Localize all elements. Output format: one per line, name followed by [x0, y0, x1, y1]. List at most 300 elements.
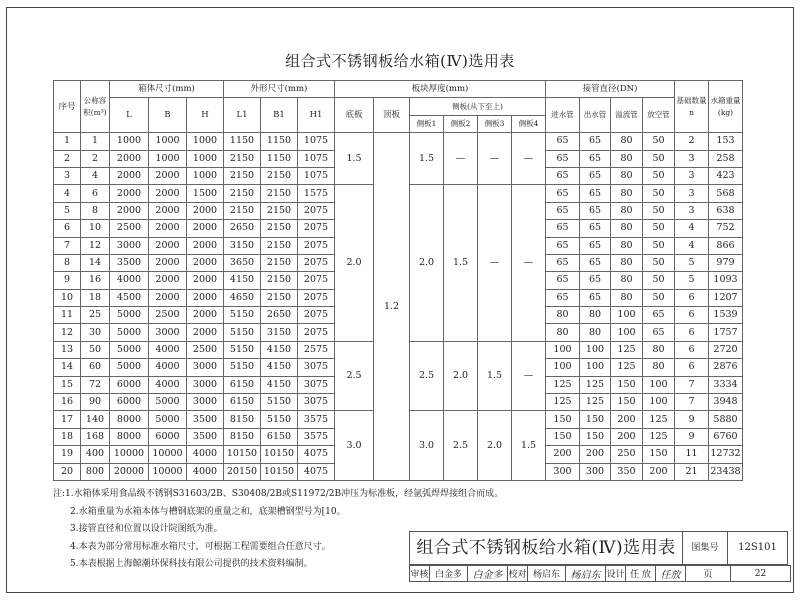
cell-overflow: 100 [611, 307, 643, 324]
cell-foundation: 3 [675, 167, 709, 184]
cell-foundation: 7 [675, 394, 709, 411]
cell-volume: 12 [81, 237, 110, 254]
cell-foundation: 6 [675, 289, 709, 306]
cell-inlet: 65 [546, 272, 580, 289]
cell-weight: 423 [709, 167, 743, 184]
cell-L1: 8150 [224, 411, 261, 428]
cell-seq: 18 [54, 428, 81, 445]
cell-overflow: 80 [611, 202, 643, 219]
cell-outlet: 65 [580, 220, 611, 237]
cell-L1: 2150 [224, 167, 261, 184]
cell-B1: 5150 [261, 411, 298, 428]
cell-B: 4000 [149, 376, 187, 393]
cell-volume: 8 [81, 202, 110, 219]
cell-volume: 50 [81, 341, 110, 358]
cell-weight: 23438 [709, 463, 743, 480]
cell-B: 6000 [149, 428, 187, 445]
cell-L: 2000 [110, 167, 149, 184]
cell-L1: 6150 [224, 394, 261, 411]
cell-drain: 125 [643, 411, 675, 428]
cell-volume: 90 [81, 394, 110, 411]
cell-seq: 1 [54, 133, 81, 150]
cell-foundation: 2 [675, 133, 709, 150]
cell-drain: 50 [643, 133, 675, 150]
cell-bottom-thickness: 2.5 [335, 341, 374, 411]
cell-side1: 2.5 [410, 341, 444, 411]
cell-H: 2000 [187, 202, 224, 219]
cell-seq: 13 [54, 341, 81, 358]
cell-seq: 15 [54, 376, 81, 393]
cell-outlet: 100 [580, 341, 611, 358]
cell-B: 2500 [149, 307, 187, 324]
cell-inlet: 125 [546, 376, 580, 393]
cell-L1: 5150 [224, 341, 261, 358]
header-B: B [149, 98, 187, 133]
cell-volume: 60 [81, 359, 110, 376]
cell-side4: — [512, 133, 546, 185]
cell-foundation: 7 [675, 376, 709, 393]
cell-inlet: 65 [546, 237, 580, 254]
cell-L1: 2150 [224, 150, 261, 167]
cell-seq: 20 [54, 463, 81, 480]
cell-drain: 150 [643, 446, 675, 463]
cell-inlet: 100 [546, 359, 580, 376]
cell-overflow: 80 [611, 220, 643, 237]
cell-L1: 1150 [224, 133, 261, 150]
header-L1: L1 [224, 98, 261, 133]
cell-drain: 200 [643, 463, 675, 480]
cell-volume: 10 [81, 220, 110, 237]
selection-table [53, 80, 743, 481]
cell-B: 5000 [149, 394, 187, 411]
cell-foundation: 6 [675, 359, 709, 376]
cell-side1: 2.0 [410, 185, 444, 342]
cell-outlet: 125 [580, 376, 611, 393]
cell-B: 2000 [149, 237, 187, 254]
cell-outlet: 80 [580, 324, 611, 341]
cell-B1: 2150 [261, 185, 298, 202]
header-foundation: 基础数量n [675, 81, 709, 133]
cell-inlet: 65 [546, 202, 580, 219]
cell-outlet: 65 [580, 202, 611, 219]
cell-B: 2000 [149, 220, 187, 237]
cell-H1: 2575 [298, 341, 335, 358]
cell-L: 10000 [110, 446, 149, 463]
cell-H: 2000 [187, 237, 224, 254]
cell-inlet: 300 [546, 463, 580, 480]
cell-foundation: 9 [675, 411, 709, 428]
cell-outlet: 200 [580, 446, 611, 463]
cell-B1: 4150 [261, 376, 298, 393]
cell-H: 1000 [187, 167, 224, 184]
cell-foundation: 4 [675, 220, 709, 237]
cell-foundation: 4 [675, 237, 709, 254]
cell-B: 2000 [149, 254, 187, 271]
cell-H: 4000 [187, 463, 224, 480]
cell-B: 2000 [149, 289, 187, 306]
cell-H: 3000 [187, 376, 224, 393]
cell-side3: 1.5 [478, 341, 512, 411]
cell-overflow: 80 [611, 133, 643, 150]
cell-L1: 5150 [224, 359, 261, 376]
cell-weight: 638 [709, 202, 743, 219]
cell-volume: 4 [81, 167, 110, 184]
cell-volume: 16 [81, 272, 110, 289]
cell-drain: 50 [643, 150, 675, 167]
cell-L: 8000 [110, 411, 149, 428]
cell-H1: 1075 [298, 167, 335, 184]
cell-H1: 4075 [298, 463, 335, 480]
header-side3: 侧板3 [478, 115, 512, 132]
cell-L1: 2650 [224, 220, 261, 237]
cell-inlet: 200 [546, 446, 580, 463]
cell-H: 1000 [187, 133, 224, 150]
cell-volume: 14 [81, 254, 110, 271]
review-name: 白金多 [430, 566, 468, 582]
cell-overflow: 125 [611, 359, 643, 376]
cell-weight: 1539 [709, 307, 743, 324]
cell-outlet: 65 [580, 185, 611, 202]
cell-inlet: 65 [546, 220, 580, 237]
cell-foundation: 21 [675, 463, 709, 480]
cell-volume: 25 [81, 307, 110, 324]
cell-L: 8000 [110, 428, 149, 445]
cell-weight: 153 [709, 133, 743, 150]
cell-inlet: 125 [546, 394, 580, 411]
cell-drain: 65 [643, 324, 675, 341]
cell-weight: 1757 [709, 324, 743, 341]
cell-bottom-thickness: 1.5 [335, 133, 374, 185]
cell-drain: 50 [643, 254, 675, 271]
cell-B1: 10150 [261, 463, 298, 480]
page-number: 22 [731, 566, 791, 582]
cell-weight: 1207 [709, 289, 743, 306]
table-body [54, 133, 743, 481]
cell-outlet: 65 [580, 167, 611, 184]
cell-L: 5000 [110, 341, 149, 358]
cell-volume: 168 [81, 428, 110, 445]
cell-overflow: 200 [611, 428, 643, 445]
cell-L1: 5150 [224, 324, 261, 341]
header-top: 顶板 [374, 98, 410, 133]
cell-side4: — [512, 185, 546, 342]
cell-overflow: 80 [611, 237, 643, 254]
cell-H: 2000 [187, 307, 224, 324]
cell-weight: 1093 [709, 272, 743, 289]
cell-inlet: 65 [546, 167, 580, 184]
cell-overflow: 100 [611, 324, 643, 341]
header-side4: 侧板4 [512, 115, 546, 132]
cell-B1: 4150 [261, 359, 298, 376]
cell-L1: 4650 [224, 289, 261, 306]
cell-inlet: 150 [546, 411, 580, 428]
cell-outlet: 65 [580, 133, 611, 150]
cell-volume: 2 [81, 150, 110, 167]
cell-L: 2000 [110, 202, 149, 219]
cell-bottom-thickness: 3.0 [335, 411, 374, 481]
cell-seq: 9 [54, 272, 81, 289]
cell-H: 2000 [187, 324, 224, 341]
cell-outlet: 100 [580, 359, 611, 376]
cell-B1: 2650 [261, 307, 298, 324]
header-thickness: 板块厚度(mm) [335, 81, 546, 98]
cell-H1: 2075 [298, 307, 335, 324]
cell-H1: 3575 [298, 428, 335, 445]
cell-foundation: 3 [675, 202, 709, 219]
cell-L: 5000 [110, 307, 149, 324]
cell-volume: 30 [81, 324, 110, 341]
cell-L: 6000 [110, 376, 149, 393]
cell-volume: 6 [81, 185, 110, 202]
cell-inlet: 65 [546, 150, 580, 167]
cell-outlet: 150 [580, 411, 611, 428]
header-drain: 放空管 [643, 98, 675, 133]
cell-B1: 2150 [261, 167, 298, 184]
cell-volume: 800 [81, 463, 110, 480]
cell-side1: 1.5 [410, 133, 444, 185]
cell-B: 2000 [149, 185, 187, 202]
cell-side3: — [478, 133, 512, 185]
cell-seq: 11 [54, 307, 81, 324]
cell-seq: 16 [54, 394, 81, 411]
note-item: 2.水箱重量为水箱本体与槽钢底架的重量之和，底架槽钢型号为[10。 [70, 506, 346, 517]
cell-B1: 2150 [261, 254, 298, 271]
design-signature: 任放 [656, 566, 686, 582]
cell-L1: 4150 [224, 272, 261, 289]
cell-weight: 979 [709, 254, 743, 271]
cell-foundation: 3 [675, 185, 709, 202]
cell-outlet: 150 [580, 428, 611, 445]
cell-H1: 3075 [298, 376, 335, 393]
cell-B: 1000 [149, 133, 187, 150]
cell-L1: 3650 [224, 254, 261, 271]
cell-H1: 2075 [298, 289, 335, 306]
cell-seq: 2 [54, 150, 81, 167]
cell-side2: 1.5 [444, 185, 478, 342]
cell-foundation: 6 [675, 324, 709, 341]
cell-B: 10000 [149, 446, 187, 463]
cell-weight: 2720 [709, 341, 743, 358]
cell-seq: 6 [54, 220, 81, 237]
cell-B1: 1150 [261, 133, 298, 150]
cell-B1: 10150 [261, 446, 298, 463]
cell-H1: 3075 [298, 394, 335, 411]
cell-inlet: 65 [546, 185, 580, 202]
cell-foundation: 5 [675, 272, 709, 289]
design-name: 任 放 [626, 566, 656, 582]
cell-side3: — [478, 185, 512, 342]
cell-inlet: 65 [546, 133, 580, 150]
cell-seq: 7 [54, 237, 81, 254]
cell-drain: 125 [643, 428, 675, 445]
cell-foundation: 9 [675, 428, 709, 445]
cell-side2: — [444, 133, 478, 185]
cell-inlet: 80 [546, 307, 580, 324]
cell-L: 2000 [110, 185, 149, 202]
cell-seq: 3 [54, 167, 81, 184]
cell-weight: 3334 [709, 376, 743, 393]
cell-L1: 20150 [224, 463, 261, 480]
cell-volume: 140 [81, 411, 110, 428]
header-volume: 公称容积(m³) [81, 81, 110, 133]
cell-B: 4000 [149, 341, 187, 358]
note-item: 3.接管直径和位置以设计院图纸为准。 [70, 524, 223, 534]
cell-side2: 2.0 [444, 341, 478, 411]
cell-drain: 50 [643, 202, 675, 219]
cell-inlet: 65 [546, 254, 580, 271]
cell-H: 2000 [187, 289, 224, 306]
cell-bottom-thickness: 2.0 [335, 185, 374, 342]
cell-drain: 65 [643, 307, 675, 324]
review-signature: 白金多 [468, 566, 508, 582]
cell-seq: 19 [54, 446, 81, 463]
cell-B: 10000 [149, 463, 187, 480]
cell-outlet: 65 [580, 272, 611, 289]
cell-drain: 50 [643, 272, 675, 289]
header-outer-size: 外形尺寸(mm) [224, 81, 335, 98]
cell-H1: 2075 [298, 254, 335, 271]
cell-B1: 2150 [261, 272, 298, 289]
header-side-group: 侧板(从下至上) [410, 98, 546, 115]
cell-L1: 3150 [224, 237, 261, 254]
cell-seq: 17 [54, 411, 81, 428]
cell-drain: 50 [643, 167, 675, 184]
cell-L1: 5150 [224, 307, 261, 324]
cell-seq: 5 [54, 202, 81, 219]
cell-H1: 2075 [298, 324, 335, 341]
header-overflow: 溢流管 [611, 98, 643, 133]
cell-H: 1000 [187, 150, 224, 167]
cell-overflow: 80 [611, 272, 643, 289]
cell-B: 3000 [149, 324, 187, 341]
header-weight: 水箱重量(kg) [709, 81, 743, 133]
cell-overflow: 80 [611, 254, 643, 271]
cell-outlet: 300 [580, 463, 611, 480]
cell-H: 2000 [187, 254, 224, 271]
cell-H: 2500 [187, 341, 224, 358]
cell-B1: 6150 [261, 428, 298, 445]
cell-L: 20000 [110, 463, 149, 480]
header-side1: 侧板1 [410, 115, 444, 132]
cell-overflow: 80 [611, 167, 643, 184]
cell-L1: 10150 [224, 446, 261, 463]
cell-L: 1000 [110, 133, 149, 150]
cell-drain: 50 [643, 185, 675, 202]
cell-seq: 12 [54, 324, 81, 341]
cell-weight: 6760 [709, 428, 743, 445]
cell-H: 3500 [187, 428, 224, 445]
cell-L1: 2150 [224, 185, 261, 202]
cell-L: 4000 [110, 272, 149, 289]
cell-H: 4000 [187, 446, 224, 463]
cell-weight: 568 [709, 185, 743, 202]
cell-drain: 50 [643, 220, 675, 237]
cell-B1: 2150 [261, 220, 298, 237]
cell-overflow: 80 [611, 185, 643, 202]
cell-weight: 258 [709, 150, 743, 167]
cell-H1: 4075 [298, 446, 335, 463]
cell-side4: — [512, 341, 546, 411]
header-seq: 序号 [54, 81, 81, 133]
cell-outlet: 65 [580, 254, 611, 271]
note-item: 4.本表为部分常用标准水箱尺寸，可根据工程需要组合任意尺寸。 [70, 541, 331, 552]
cell-H1: 1075 [298, 150, 335, 167]
cell-seq: 14 [54, 359, 81, 376]
cell-L: 5000 [110, 359, 149, 376]
cell-L: 2500 [110, 220, 149, 237]
cell-drain: 100 [643, 376, 675, 393]
atlas-label: 图集号 [683, 531, 728, 565]
cell-H: 3500 [187, 411, 224, 428]
cell-L1: 8150 [224, 428, 261, 445]
header-inlet: 进水管 [546, 98, 580, 133]
cell-H1: 1075 [298, 133, 335, 150]
cell-foundation: 5 [675, 254, 709, 271]
cell-H1: 2075 [298, 272, 335, 289]
cell-B1: 2150 [261, 202, 298, 219]
cell-outlet: 125 [580, 394, 611, 411]
cell-L: 2000 [110, 150, 149, 167]
cell-weight: 2876 [709, 359, 743, 376]
cell-L: 4500 [110, 289, 149, 306]
cell-weight: 866 [709, 237, 743, 254]
cell-H: 2000 [187, 272, 224, 289]
check-label: 校对 [508, 566, 528, 582]
cell-overflow: 80 [611, 289, 643, 306]
cell-overflow: 80 [611, 150, 643, 167]
cell-overflow: 150 [611, 394, 643, 411]
cell-outlet: 65 [580, 150, 611, 167]
signature-row [409, 565, 791, 582]
note-item: 注:1.水箱体采用食品级不锈钢S31603/2B、S30408/2B或S11972/2B冲压为标准板，经氩弧焊焊接组合而成。 [53, 489, 504, 499]
cell-B1: 5150 [261, 394, 298, 411]
cell-H1: 2075 [298, 237, 335, 254]
check-name: 杨启东 [528, 566, 566, 582]
header-H1: H1 [298, 98, 335, 133]
atlas-number: 12S101 [728, 531, 788, 565]
cell-L: 5000 [110, 324, 149, 341]
cell-drain: 80 [643, 359, 675, 376]
review-label: 审核 [410, 566, 430, 582]
header-inner-size: 箱体尺寸(mm) [110, 81, 224, 98]
header-bottom: 底板 [335, 98, 374, 133]
cell-B: 2000 [149, 202, 187, 219]
cell-volume: 1 [81, 133, 110, 150]
cell-overflow: 250 [611, 446, 643, 463]
cell-inlet: 150 [546, 428, 580, 445]
cell-side1: 3.0 [410, 411, 444, 481]
cell-outlet: 65 [580, 237, 611, 254]
cell-overflow: 200 [611, 411, 643, 428]
cell-B1: 3150 [261, 324, 298, 341]
cell-side2: 2.5 [444, 411, 478, 481]
title-block-title: 组合式不锈钢板给水箱(Ⅳ)选用表 [409, 531, 683, 565]
cell-H: 1500 [187, 185, 224, 202]
note-item: 5.本表根据上海鲸潮环保科技有限公司提供的技术资料编制。 [70, 559, 313, 569]
cell-volume: 400 [81, 446, 110, 463]
header-pipes: 接管直径(DN) [546, 81, 675, 98]
cell-weight: 752 [709, 220, 743, 237]
cell-seq: 4 [54, 185, 81, 202]
cell-L1: 2150 [224, 202, 261, 219]
cell-drain: 100 [643, 394, 675, 411]
table-row [54, 133, 743, 150]
cell-H: 3000 [187, 359, 224, 376]
cell-H: 3000 [187, 394, 224, 411]
header-H: H [187, 98, 224, 133]
cell-drain: 50 [643, 289, 675, 306]
cell-seq: 10 [54, 289, 81, 306]
